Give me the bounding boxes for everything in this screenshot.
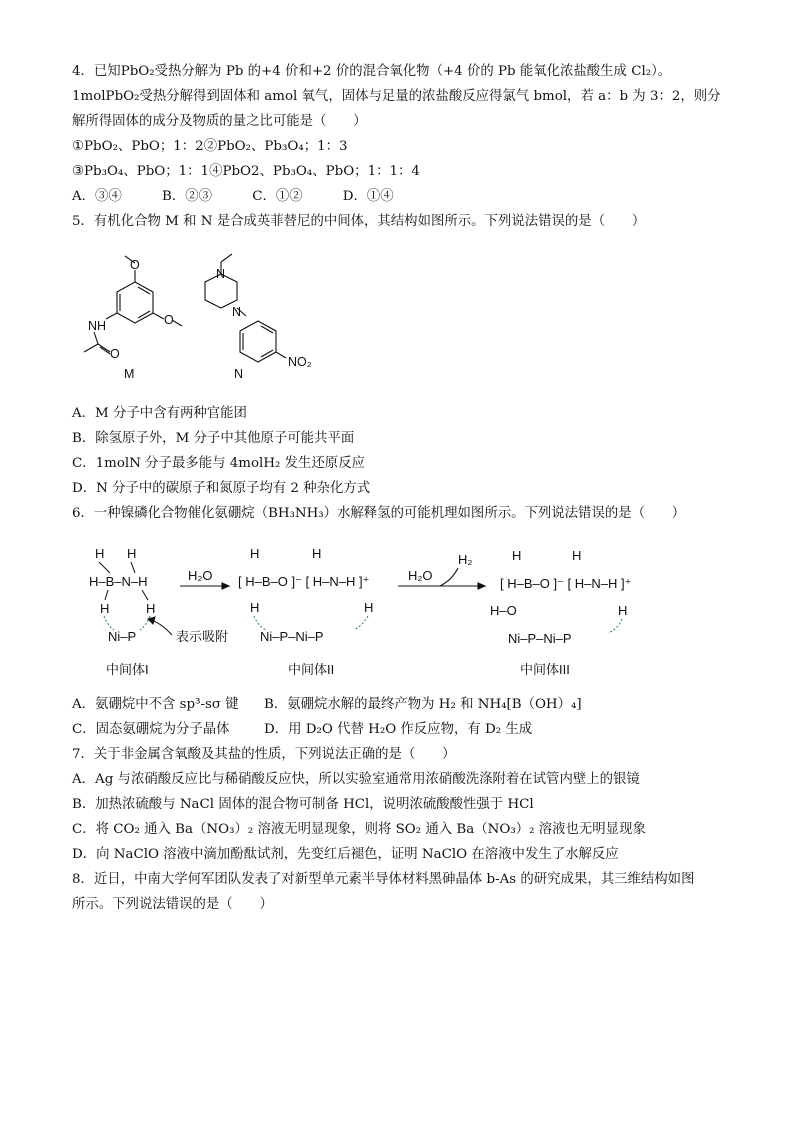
svg-text:H: H (100, 601, 110, 616)
arrow2-reagent: H₂O (408, 568, 433, 583)
intermediate-3-label: 中间体III (520, 662, 570, 677)
svg-text:H: H (512, 548, 522, 563)
q7-stem: 7．关于非金属含氧酸及其盐的性质，下列说法正确的是（ ） (72, 747, 456, 762)
q6-option-d: D．用 D₂O 代替 H₂O 作反应物，有 D₂ 生成 (264, 722, 533, 737)
intermediate-2-structure (238, 546, 373, 644)
q5-option-b: B．除氢原子外，M 分子中其他原子可能共平面 (72, 431, 355, 446)
svg-text:H: H (95, 546, 105, 561)
q6-option-b: B．氨硼烷水解的最终产物为 H₂ 和 NH₄[B（OH）₄] (264, 697, 582, 712)
svg-text:H: H (146, 601, 156, 616)
q5-option-c: C．1molN 分子最多能与 4molH₂ 发生还原反应 (72, 456, 365, 471)
q4-stem-line1: 4．已知PbO₂受热分解为 Pb 的+4 价和+2 价的混合氧化物（+4 价的 Pb 能氧化浓盐酸生成 Cl₂）。 (72, 64, 672, 79)
intermediate-2-label: 中间体II (288, 662, 335, 677)
intermediate-3-structure (490, 548, 632, 646)
q7-option-a: A．Ag 与浓硝酸反应比与稀硝酸反应快，所以实验室通常用浓硝酸洗涤附着在试管内壁上的银镜 (72, 772, 640, 787)
q4-options-line1: ①PbO₂、PbO；1：2②PbO₂、Pb₃O₄；1：3 (72, 139, 348, 154)
intermediate-1-label: 中间体I (106, 662, 149, 677)
q5-option-d: D．N 分子中的碳原子和氮原子均有 2 种杂化方式 (72, 481, 371, 496)
q4-choices: A．③④ B．②③ C．①② D．①④ (72, 189, 394, 204)
q5-structures-figure (72, 252, 362, 392)
n-piperazine-n1: N (216, 267, 226, 281)
q7-option-b: B．加热浓硫酸与 NaCl 固体的混合物可制备 HCl，说明浓硫酸酸性强于 HCl (72, 797, 534, 812)
q7-option-d: D．向 NaClO 溶液中滴加酚酞试剂，先变红后褪色，证明 NaClO 在溶液中发生了水解反应 (72, 847, 619, 862)
q8-stem-line2: 所示。下列说法错误的是（ ） (72, 897, 273, 912)
q4-stem-line2: 1molPbO₂受热分解得到固体和 amol 氧气，固体与足量的浓盐酸反应得氯气 bmol，若 a：b 为 3：2，则分 (72, 89, 721, 104)
svg-text:H: H (572, 548, 582, 563)
m-carbonyl-o: O (110, 347, 120, 361)
q4-options-line2: ③Pb₃O₄、PbO；1：1④PbO2、Pb₃O₄、PbO；1：1：4 (72, 164, 420, 179)
m-methoxy-right-o: O (164, 313, 174, 327)
n-benzene-ring (240, 321, 276, 362)
n-nitro-group: NO₂ (288, 355, 312, 369)
svg-text:Ni–P: Ni–P (108, 629, 137, 644)
q6-mechanism-figure (80, 540, 700, 690)
arrow2-product: H₂ (458, 552, 473, 567)
adsorb-note: 表示吸附 (176, 629, 229, 644)
svg-text:H: H (618, 603, 628, 618)
svg-text:Ni–P–Ni–P: Ni–P–Ni–P (260, 629, 324, 644)
svg-text:H: H (250, 600, 260, 615)
svg-text:H–O: H–O (490, 603, 517, 618)
m-methoxy-top-o: O (130, 258, 140, 272)
svg-text:[ H–B–O ]⁻ [ H–N–H ]⁺: [ H–B–O ]⁻ [ H–N–H ]⁺ (500, 576, 632, 591)
svg-text:H: H (250, 546, 260, 561)
m-benzene-ring (117, 282, 153, 323)
arrow1-reagent: H₂O (188, 568, 213, 583)
svg-text:Ni–P–Ni–P: Ni–P–Ni–P (508, 631, 572, 646)
svg-text:[ H–B–O ]⁻ [ H–N–H ]⁺: [ H–B–O ]⁻ [ H–N–H ]⁺ (238, 574, 370, 589)
m-amide-nh: NH (88, 319, 107, 333)
q6-stem: 6．一种镍磷化合物催化氨硼烷（BH₃NH₃）水解释氢的可能机理如图所示。下列说法错误的是（ ） (72, 506, 686, 521)
q5-stem: 5．有机化合物 M 和 N 是合成英菲替尼的中间体，其结构如图所示。下列说法错误的是（ ） (72, 214, 646, 229)
svg-text:H: H (312, 546, 322, 561)
q5-option-a: A．M 分子中含有两种官能团 (72, 406, 247, 421)
svg-text:H: H (364, 600, 374, 615)
svg-text:H: H (127, 546, 137, 561)
q6-option-a: A．氨硼烷中不含 sp³-sσ 键 (72, 697, 239, 712)
svg-text:H–B–N–H: H–B–N–H (89, 574, 148, 589)
m-label: M (124, 367, 135, 381)
q4-stem-line3: 解所得固体的成分及物质的量之比可能是（ ） (72, 114, 367, 129)
q6-option-c: C．固态氨硼烷为分子晶体 (72, 722, 230, 737)
q7-option-c: C．将 CO₂ 通入 Ba（NO₃）₂ 溶液无明显现象，则将 SO₂ 通入 Ba（NO₃）₂ 溶液也无明显现象 (72, 822, 646, 837)
n-piperazine-n2: N (232, 305, 242, 319)
q8-stem-line1: 8．近日，中南大学何军团队发表了对新型单元素半导体材料黑砷晶体 b-As 的研究成果，其三维结构如图 (72, 872, 695, 887)
n-label: N (234, 367, 244, 381)
